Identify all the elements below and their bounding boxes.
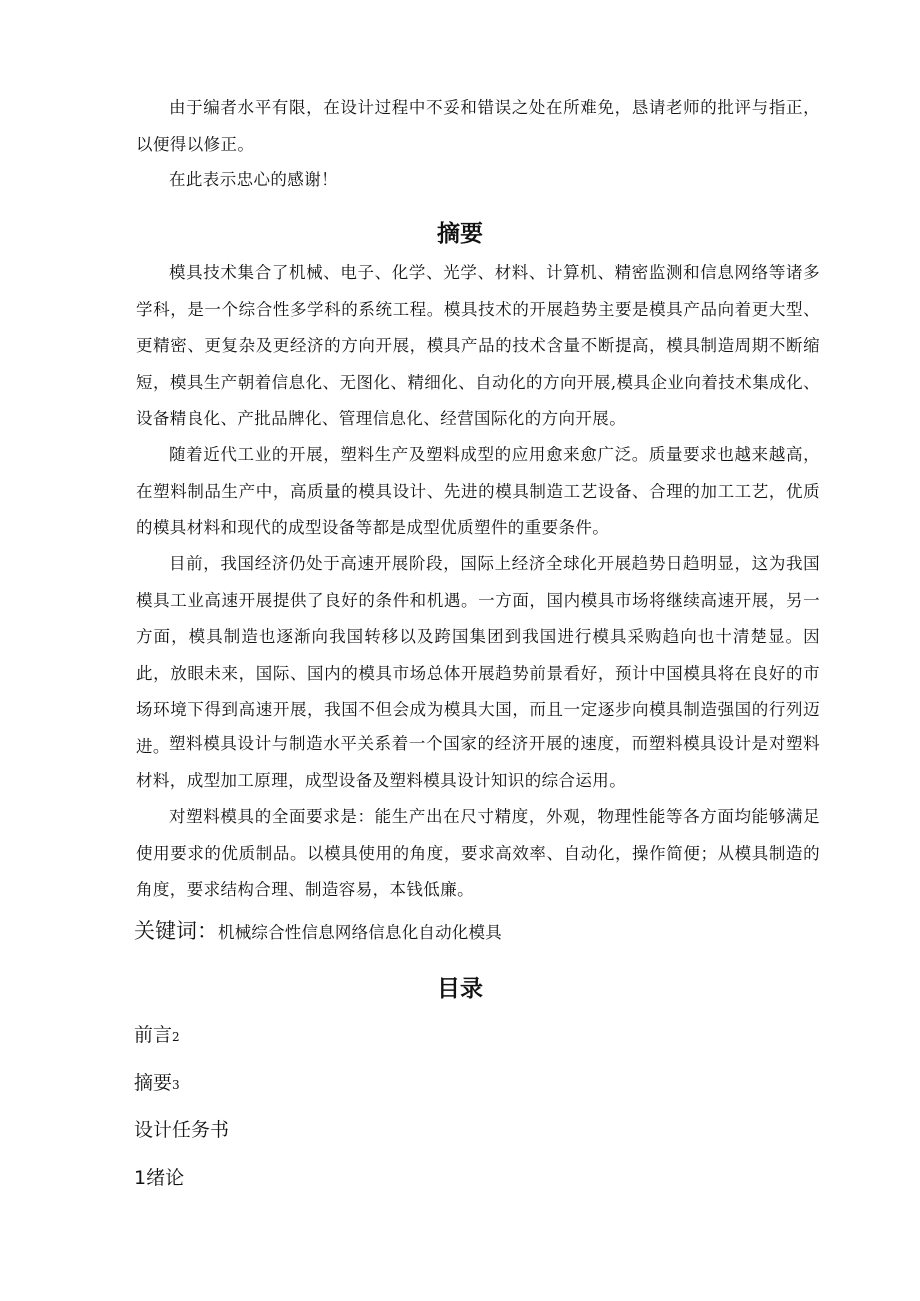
toc-item-label: 前言: [134, 1024, 173, 1046]
toc-item-abstract[interactable]: [134, 1068, 180, 1095]
abstract-paragraph-2: 随着近代工业的开展，塑料生产及塑料成型的应用愈来愈广泛。质量要求也越来越高，在塑料制品生产中，高质量的模具设计、先进的模具制造工艺设备、合理的加工工艺，优质的模具材料和现代的成型设备等都是成型优质塑件的重要条件。: [136, 445, 820, 537]
keywords-line: [134, 915, 502, 945]
toc-title: 目录: [437, 976, 483, 1002]
toc-item-introduction[interactable]: [134, 1163, 184, 1190]
keywords-label: 关键词：: [134, 919, 218, 943]
abstract-paragraph-3: 目前，我国经济仍处于高速开展阶段，国际上经济全球化开展趋势日趋明显，这为我国模具工业高速开展提供了良好的条件和机遇。一方面，国内模具市场将继续高速开展，另一方面，模具制造也逐渐向我国转移以及跨国集团到我国进行模具采购趋向也十清楚显。因此，放眼未来，国际、国内的模具市场总体开展趋势前景看好，预计中国模具将在良好的市场环境下得到高速开展，我国不但会成为模具大国，而且一定逐步向模具制造强国的行列迈进。: [136, 554, 820, 756]
preface-paragraph-2: 在此表示忠心的感谢！: [169, 170, 338, 189]
toc-item-page: 3: [172, 1078, 180, 1092]
abstract-title: 摘要: [437, 221, 483, 247]
toc-item-page: 2: [172, 1030, 180, 1044]
toc-item-label: 1绪论: [134, 1167, 185, 1189]
preface-paragraph-1: 由于编者水平有限，在设计过程中不妥和错误之处在所难免，恳请老师的批评与指正，以便得以修正。: [136, 98, 820, 154]
toc-item-preface[interactable]: [134, 1020, 180, 1047]
toc-item-design-task[interactable]: [134, 1115, 229, 1142]
toc-item-label: 设计任务书: [134, 1119, 230, 1141]
toc-item-label: 摘要: [134, 1072, 173, 1094]
abstract-paragraph-1: 模具技术集合了机械、电子、化学、光学、材料、计算机、精密监测和信息网络等诸多学科，是一个综合性多学科的系统工程。模具技术的开展趋势主要是模具产品向着更大型、更精密、更复杂及更经济的方向开展，模具产品的技术含量不断提高，模具制造周期不断缩短，模具生产朝着信息化、无图化、精细化、自动化的方向开展,模具企业向着技术集成化、设备精良化、产批品牌化、管理信息化、经营国际化的方向开展。: [136, 263, 820, 428]
keywords-text: 机械综合性信息网络信息化自动化模具: [218, 923, 502, 942]
abstract-paragraph-4: 塑料模具设计与制造水平关系着一个国家的经济开展的速度，而塑料模具设计是对塑料材料，成型加工原理，成型设备及塑料模具设计知识的综合运用。: [136, 734, 820, 790]
abstract-paragraph-5: 对塑料模具的全面要求是：能生产出在尺寸精度，外观，物理性能等各方面均能够满足使用要求的优质制品。以模具使用的角度，要求高效率、自动化，操作简便；从模具制造的角度，要求结构合理、制造容易，本钱低廉。: [136, 807, 820, 899]
